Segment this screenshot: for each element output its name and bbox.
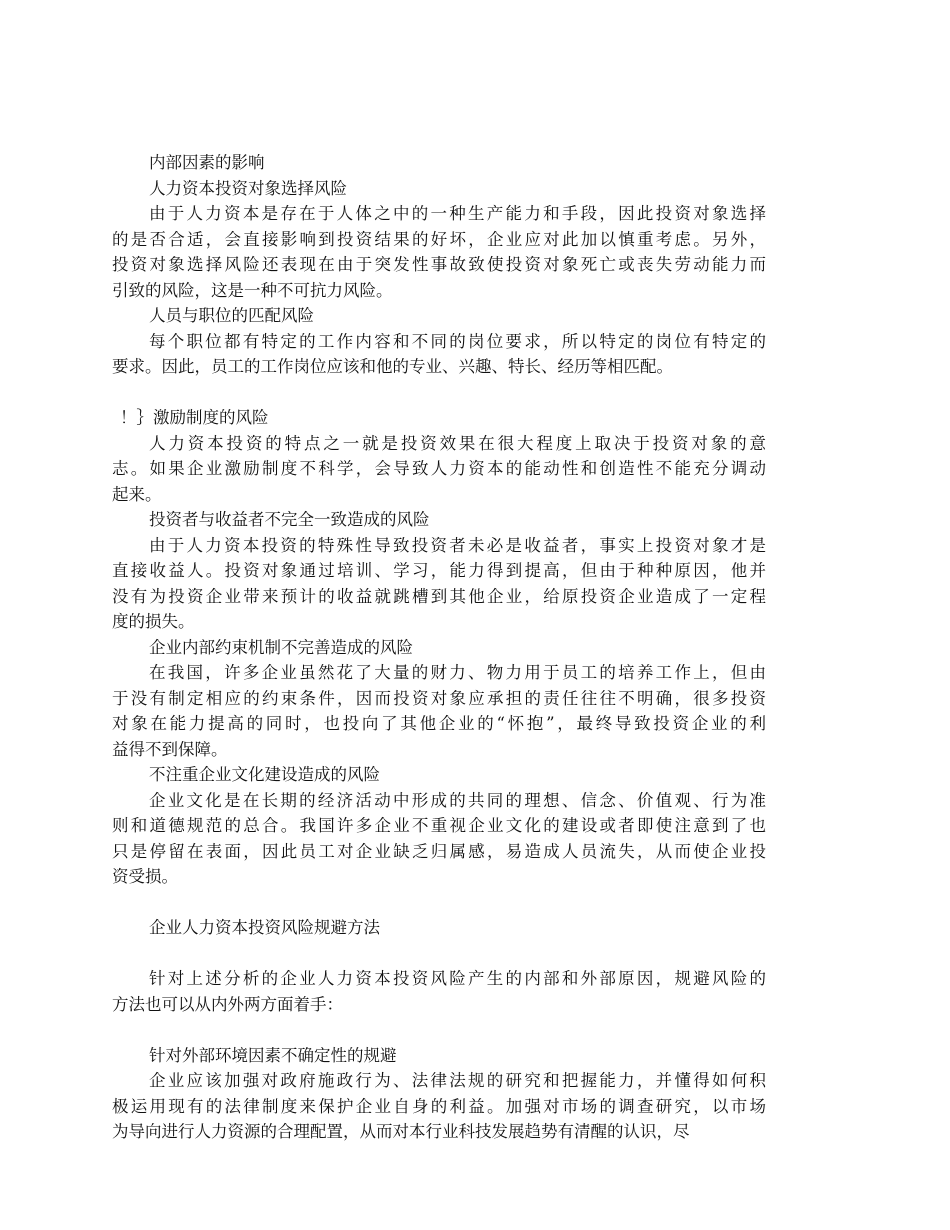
paragraph-line: 度的损失。: [112, 612, 195, 631]
paragraph-line: 益得不到保障。: [112, 739, 228, 759]
section-heading: 内部因素的影响: [149, 153, 265, 172]
paragraph-line: 直接收益人。投资对象通过培训、学习，能力得到提高，但由于种种原因，他并: [112, 561, 766, 580]
paragraph: [112, 201, 766, 303]
blank-line: [112, 1017, 766, 1043]
section-heading: ！｝激励制度的风险: [120, 408, 269, 427]
paragraph: [112, 1068, 766, 1145]
blank-line: [112, 890, 766, 916]
paragraph-line: 为导向进行人力资源的合理配置，从而对本行业科技发展趋势有清醒的认识，尽: [112, 1122, 690, 1141]
section-heading: 投资者与收益者不完全一致造成的风险: [149, 510, 430, 529]
paragraph-line: 针对上述分析的企业人力资本投资风险产生的内部和外部原因，规避风险的: [149, 969, 766, 988]
section-heading: 针对外部环境因素不确定性的规避: [149, 1045, 397, 1065]
paragraph-line: 对象在能力提高的同时，也投向了其他企业的“怀抱”，最终导致投资企业的利: [112, 714, 766, 733]
paragraph-line: 要求。因此，员工的工作岗位应该和他的专业、兴趣、特长、经历等相匹配。: [112, 357, 673, 376]
paragraph-line: 资受损。: [112, 867, 178, 886]
paragraph: [112, 533, 766, 635]
paragraph: [112, 329, 766, 380]
section-heading: 人力资本投资对象选择风险: [149, 178, 347, 198]
paragraph-line: 于没有制定相应的约束条件，因而投资对象应承担的责任往往不明确，很多投资: [112, 688, 766, 708]
paragraph-line: 志。如果企业激励制度不科学，会导致人力资本的能动性和创造性不能充分调动: [112, 459, 766, 478]
document-page: [112, 150, 766, 1145]
paragraph-line: 人力资本投资的特点之一就是投资效果在很大程度上取决于投资对象的意: [149, 433, 766, 453]
section-heading: 不注重企业文化建设造成的风险: [149, 765, 380, 784]
section-heading: 人员与职位的匹配风险: [149, 306, 314, 325]
paragraph-line: 每个职位都有特定的工作内容和不同的岗位要求，所以特定的岗位有特定的: [149, 331, 766, 351]
paragraph-line: 企业文化是在长期的经济活动中形成的共同的理想、信念、价值观、行为准: [149, 790, 766, 810]
paragraph-line: 方法也可以从内外两方面着手：: [112, 994, 343, 1014]
paragraph-line: 由于人力资本投资的特殊性导致投资者未必是收益者，事实上投资对象才是: [149, 535, 766, 555]
paragraph-line: 则和道德规范的总合。我国许多企业不重视企业文化的建设或者即使注意到了也: [112, 816, 766, 835]
paragraph-line: 只是停留在表面，因此员工对企业缺乏归属感，易造成人员流失，从而使企业投: [112, 841, 766, 861]
paragraph-line: 在我国，许多企业虽然花了大量的财力、物力用于员工的培养工作上，但由: [149, 663, 766, 682]
paragraph: [112, 788, 766, 890]
paragraph-line: 没有为投资企业带来预计的收益就跳槽到其他企业，给原投资企业造成了一定程: [112, 586, 766, 606]
section-heading: 企业内部约束机制不完善造成的风险: [149, 637, 413, 657]
paragraph: [112, 660, 766, 762]
paragraph-line: 由于人力资本是存在于人体之中的一种生产能力和手段，因此投资对象选择: [149, 204, 766, 223]
section-heading: 企业人力资本投资风险规避方法: [149, 918, 380, 937]
blank-line: [112, 380, 766, 406]
paragraph: [112, 431, 766, 508]
paragraph-line: 极运用现有的法律制度来保护企业自身的利益。加强对市场的调查研究，以市场: [112, 1096, 766, 1116]
paragraph-line: 的是否合适，会直接影响到投资结果的好坏，企业应对此加以慎重考虑。另外，: [112, 229, 766, 249]
blank-line: [112, 941, 766, 967]
paragraph-line: 投资对象选择风险还表现在由于突发性事故致使投资对象死亡或丧失劳动能力而: [112, 255, 766, 274]
paragraph-line: 企业应该加强对政府施政行为、法律法规的研究和把握能力，并懂得如何积: [149, 1071, 766, 1090]
paragraph-line: 起来。: [112, 484, 162, 504]
paragraph-line: 引致的风险，这是一种不可抗力风险。: [112, 280, 393, 300]
paragraph: [112, 966, 766, 1017]
